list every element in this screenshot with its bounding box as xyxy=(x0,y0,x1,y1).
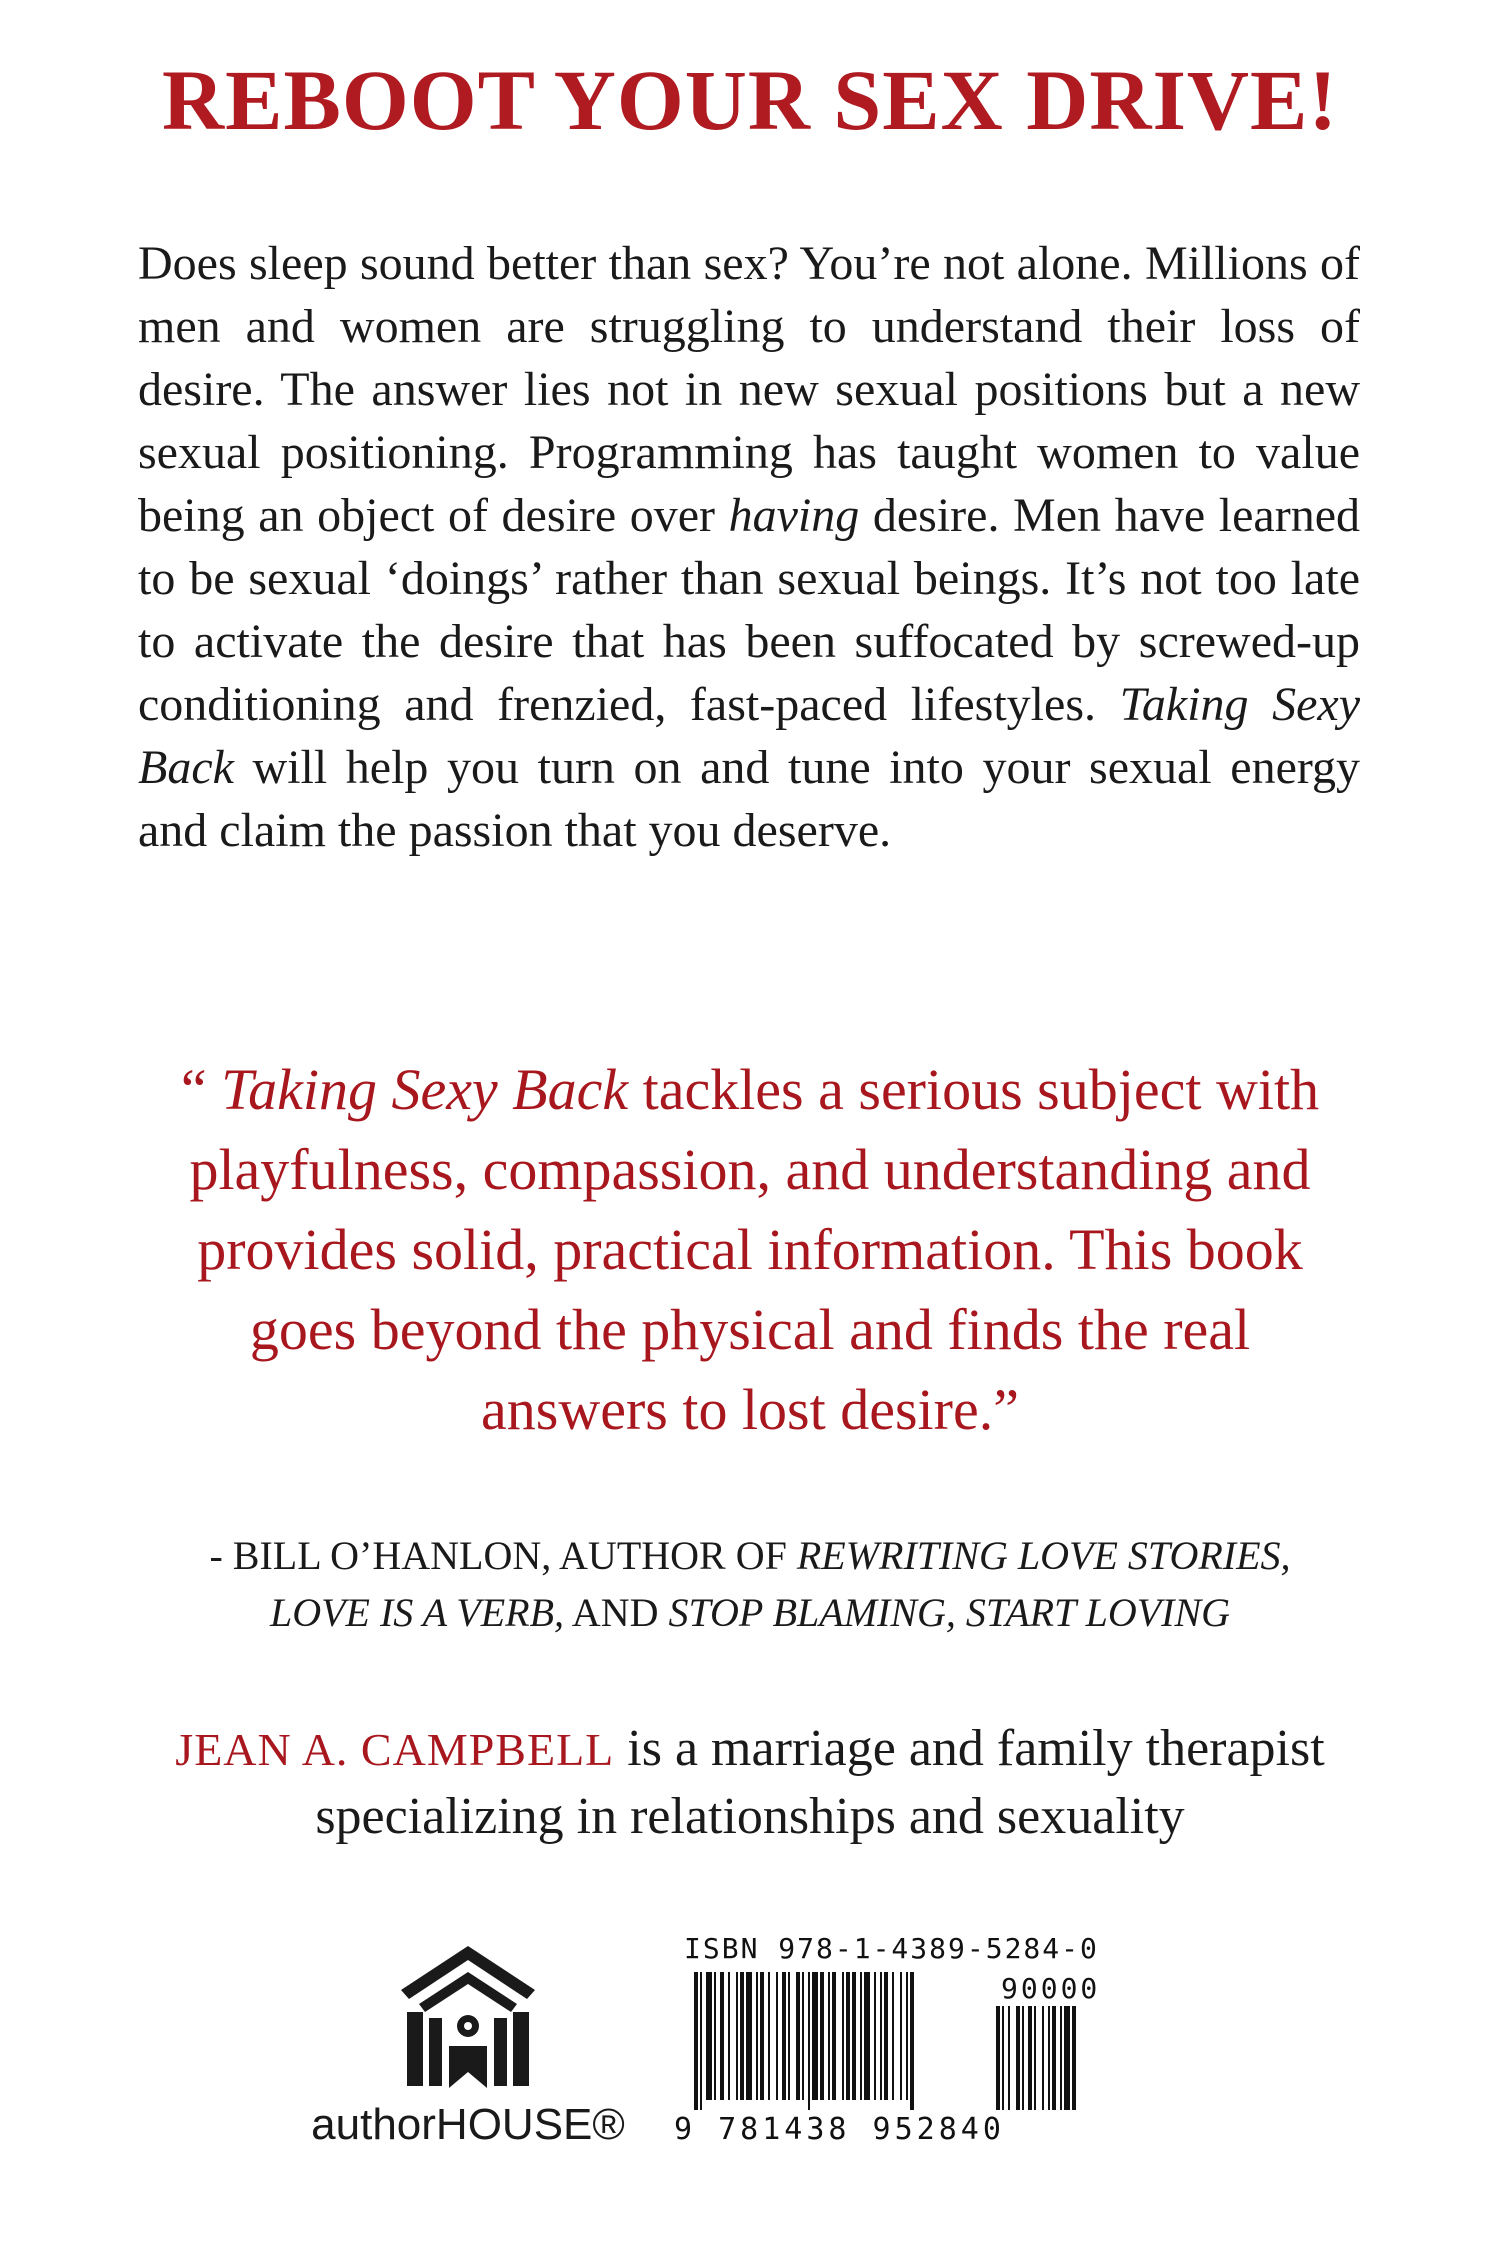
isbn-barcode xyxy=(666,1932,1126,2162)
quote-book-title: Taking Sexy Back xyxy=(221,1057,629,1122)
attribution-book-1: REWRITING LOVE STORIES, xyxy=(796,1533,1291,1578)
blurb-text-1: Does sleep sound better than sex? You’re not alone. Millions of men and women are struggling to understand their loss of desire. The answer lies not in new sexual positions but a new sexual positioning. Programming has taught women to value being an object of desire over xyxy=(138,237,1360,542)
attribution-book-2: LOVE IS A VERB, xyxy=(269,1590,565,1635)
quote-open-mark: “ xyxy=(180,1057,222,1122)
review-quote xyxy=(150,1050,1350,1450)
attribution-prefix: - BILL O’HANLON, AUTHOR OF xyxy=(209,1533,797,1578)
barcode-addon-number: 90000 xyxy=(1001,1972,1101,2005)
attribution-book-3: STOP BLAMING, START LOVING xyxy=(668,1590,1231,1635)
blurb-book-title: Taking Sexy Back xyxy=(138,678,1361,794)
quote-attribution xyxy=(40,1527,1460,1641)
barcode-bars xyxy=(666,1972,1126,2112)
author-name: JEAN A. CAMPBELL xyxy=(175,1724,615,1775)
publisher-block xyxy=(298,1942,638,2150)
blurb-text-3: will help you turn on and tune into your sexual energy and claim the passion that you deserve. xyxy=(138,741,1360,857)
blurb-emphasis-having: having xyxy=(728,489,860,542)
quote-text: tackles a serious subject with playfulness, compassion, and understanding and provides solid, practical information. This book goes beyond the physical and finds the real answers to lost desire.” xyxy=(189,1057,1320,1442)
barcode-digits: 9 781438 952840 xyxy=(674,2112,1005,2147)
publisher-name: authorHOUSE® xyxy=(311,2100,625,2149)
blurb-text-2: desire. Men have learned to be sexual ‘doings’ rather than sexual beings. It’s not too late to activate the desire that has been suffocated by screwed-up conditioning and frenzied, fast-paced lifestyles. xyxy=(138,489,1361,731)
isbn-number: ISBN 978-1-4389-5284-0 xyxy=(684,1932,1099,1965)
authorhouse-logo-icon xyxy=(393,1942,543,2092)
attribution-and: AND xyxy=(564,1590,669,1635)
cover-title: REBOOT YOUR SEX DRIVE! xyxy=(161,52,1339,148)
book-blurb xyxy=(138,232,1360,862)
author-bio-text: is a marriage and family therapist specializing in relationships and sexuality xyxy=(315,1720,1325,1845)
author-bio xyxy=(130,1715,1370,1850)
